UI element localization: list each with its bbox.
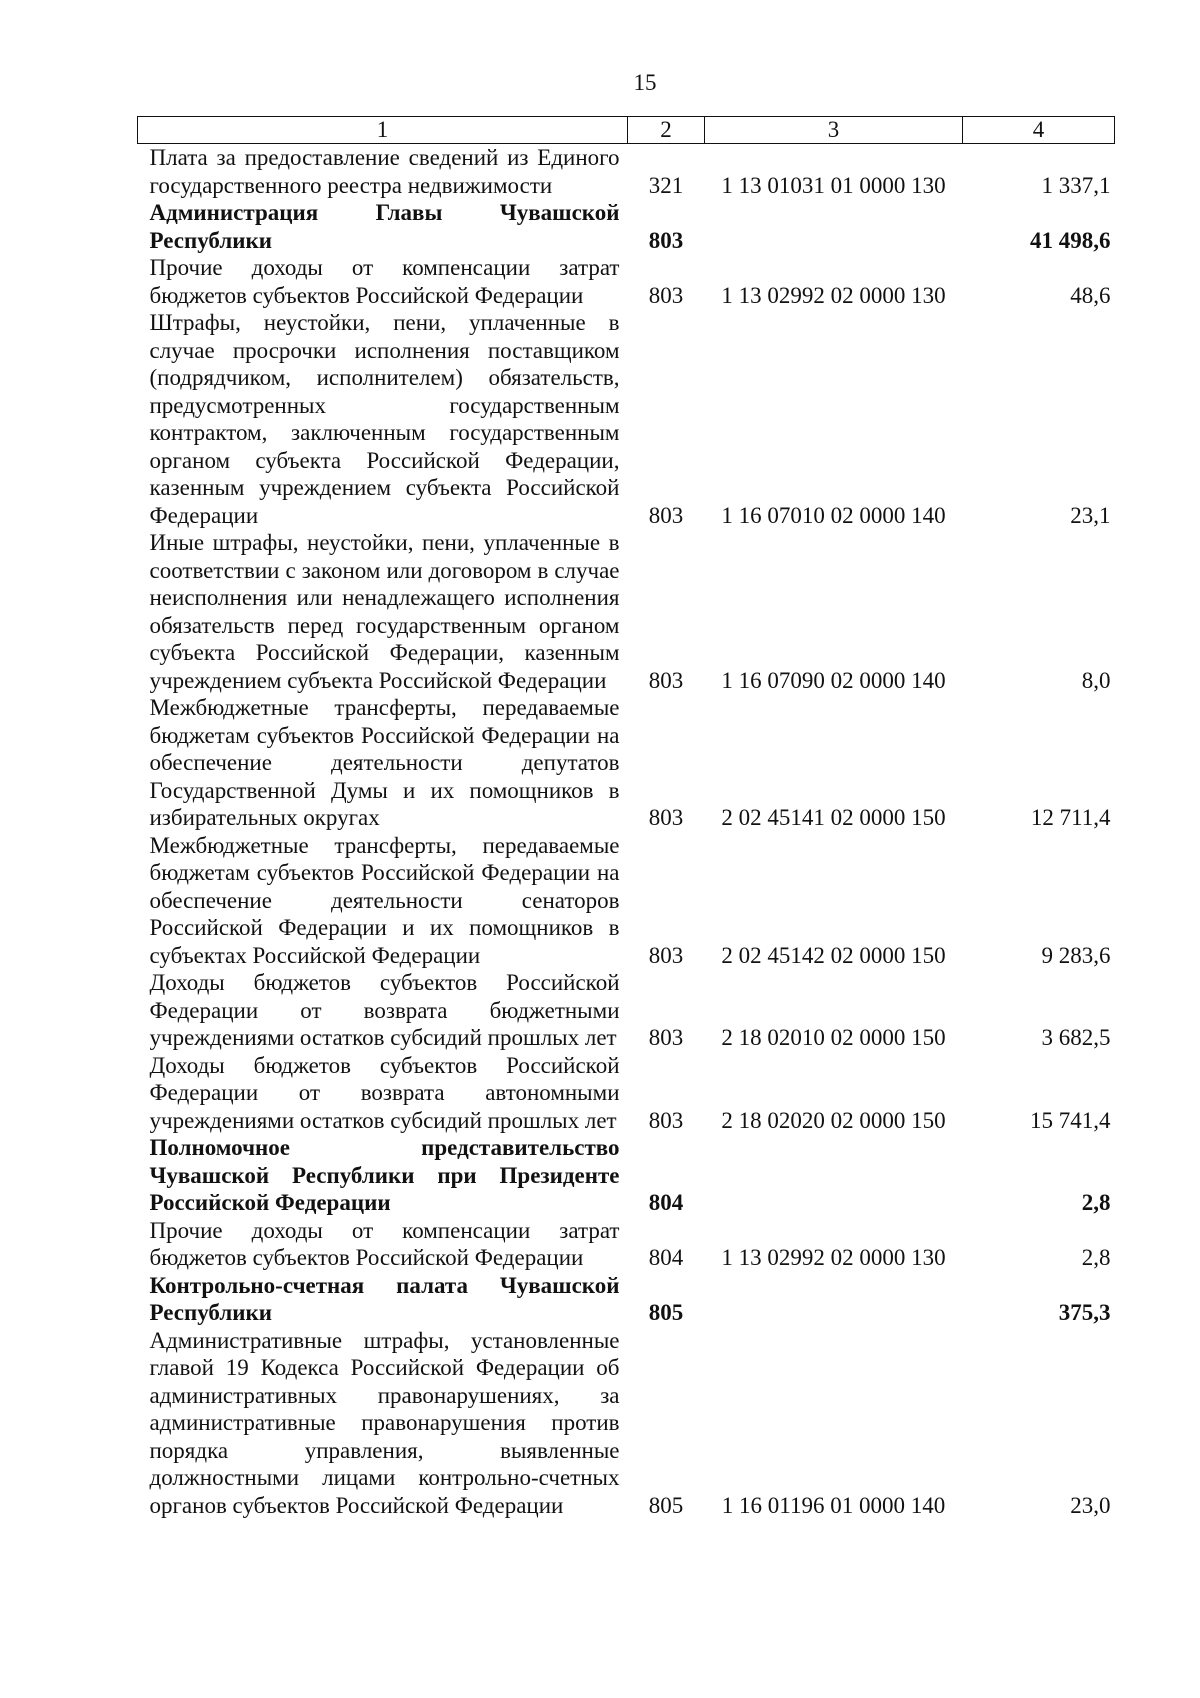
table-body (138, 144, 1115, 1520)
table-header (138, 117, 1115, 144)
row-code: 803 (648, 1107, 684, 1133)
page-number: 15 (633, 70, 657, 95)
row-name: Полномочное представительство Чувашской Республики при Президенте Российской Федерации (149, 1135, 620, 1215)
row-kbk: 1 16 01196 01 0000 140 (721, 1492, 946, 1518)
row-code: 803 (648, 502, 684, 528)
row-name: Контрольно-счетная палата Чувашской Республики (149, 1272, 620, 1325)
table-row (138, 254, 1115, 309)
row-name: Администрация Главы Чувашской Республики (149, 200, 620, 253)
row-name: Штрафы, неустойки, пени, уплаченные в случае просрочки исполнения поставщиком (подрядчиком, исполнителем) обязательств, предусмотренных государственным контрактом, заключенным государственным органом субъекта Российской Федерации, казенным учреждением субъекта Российской Федерации (149, 310, 620, 528)
table-row (138, 144, 1115, 200)
row-kbk: 2 02 45141 02 0000 150 (721, 805, 946, 830)
row-amount: 2,8 (1081, 1245, 1111, 1270)
row-amount: 41 498,6 (1030, 227, 1111, 253)
row-code: 804 (648, 1245, 684, 1270)
row-kbk: 2 02 45142 02 0000 150 (721, 942, 946, 968)
row-name: Межбюджетные трансферты, передаваемые бюджетам субъектов Российской Федерации на обеспечение деятельности сенаторов Российской Федерации и их помощников в субъектах Российской Федерации (149, 832, 620, 968)
row-amount: 375,3 (1058, 1300, 1111, 1325)
table-row (138, 309, 1115, 529)
row-kbk (705, 199, 963, 254)
revenue-table (137, 116, 1115, 1519)
header-col-3: 3 (705, 117, 963, 144)
row-code: 803 (648, 282, 684, 308)
row-name: Доходы бюджетов субъектов Российской Федерации от возврата автономными учреждениями остатков субсидий прошлых лет (149, 1052, 620, 1133)
row-name: Плата за предоставление сведений из Единого государственного реестра недвижимости (149, 145, 620, 198)
row-amount: 15 741,4 (1030, 1107, 1111, 1133)
header-col-4: 4 (963, 117, 1115, 144)
table-row (138, 832, 1115, 970)
table-row (138, 969, 1115, 1052)
row-amount: 8,0 (1081, 667, 1111, 693)
row-amount: 23,0 (1070, 1492, 1111, 1518)
row-name: Иные штрафы, неустойки, пени, уплаченные в соответствии с законом или договором в случае неисполнения или ненадлежащего исполнения обязательств перед государственным органом субъекта Российской Федерации, казенным учреждением субъекта Российской Федерации (149, 530, 620, 693)
row-kbk: 1 13 02992 02 0000 130 (721, 282, 946, 308)
table-row (138, 1217, 1115, 1272)
row-name: Доходы бюджетов субъектов Российской Федерации от возврата бюджетными учреждениями остатков субсидий прошлых лет (149, 970, 620, 1050)
row-amount: 9 283,6 (1041, 942, 1111, 968)
table-row (138, 1134, 1115, 1217)
row-code: 805 (648, 1300, 684, 1325)
row-code: 803 (648, 1025, 684, 1050)
row-kbk (705, 1134, 963, 1217)
row-code: 805 (648, 1492, 684, 1518)
row-code: 803 (648, 227, 684, 253)
table-row (138, 529, 1115, 694)
row-code: 803 (648, 805, 684, 830)
table-row (138, 199, 1115, 254)
row-amount: 23,1 (1070, 502, 1111, 528)
header-col-1: 1 (138, 117, 628, 144)
row-name: Межбюджетные трансферты, передаваемые бюджетам субъектов Российской Федерации на обеспечение деятельности депутатов Государственной Думы и их помощников в избирательных округах (149, 695, 620, 830)
table-header-row (138, 117, 1115, 144)
row-kbk: 1 16 07090 02 0000 140 (721, 667, 946, 693)
table-row (138, 1327, 1115, 1520)
header-col-2: 2 (628, 117, 705, 144)
row-kbk: 1 13 01031 01 0000 130 (721, 172, 946, 198)
row-amount: 1 337,1 (1041, 172, 1111, 198)
row-kbk: 2 18 02020 02 0000 150 (721, 1107, 946, 1133)
row-amount: 2,8 (1081, 1190, 1111, 1215)
row-code: 803 (648, 667, 684, 693)
row-amount: 3 682,5 (1041, 1025, 1111, 1050)
table-row (138, 694, 1115, 832)
row-name: Административные штрафы, установленные главой 19 Кодекса Российской Федерации об административных правонарушениях, за административные правонарушения против порядка управления, выявленные должностными лицами контрольно-счетных органов субъектов Российской Федерации (149, 1327, 620, 1518)
row-code: 321 (648, 172, 684, 198)
table-row (138, 1052, 1115, 1135)
row-amount: 12 711,4 (1030, 805, 1111, 830)
row-code: 803 (648, 942, 684, 968)
row-kbk (705, 1272, 963, 1327)
table-row (138, 1272, 1115, 1327)
row-kbk: 1 13 02992 02 0000 130 (721, 1245, 946, 1270)
row-kbk: 1 16 07010 02 0000 140 (721, 502, 946, 528)
row-code: 804 (648, 1190, 684, 1215)
row-amount: 48,6 (1070, 282, 1111, 308)
row-name: Прочие доходы от компенсации затрат бюджетов субъектов Российской Федерации (149, 1217, 620, 1270)
row-kbk: 2 18 02010 02 0000 150 (721, 1025, 946, 1050)
row-name: Прочие доходы от компенсации затрат бюджетов субъектов Российской Федерации (149, 255, 620, 308)
